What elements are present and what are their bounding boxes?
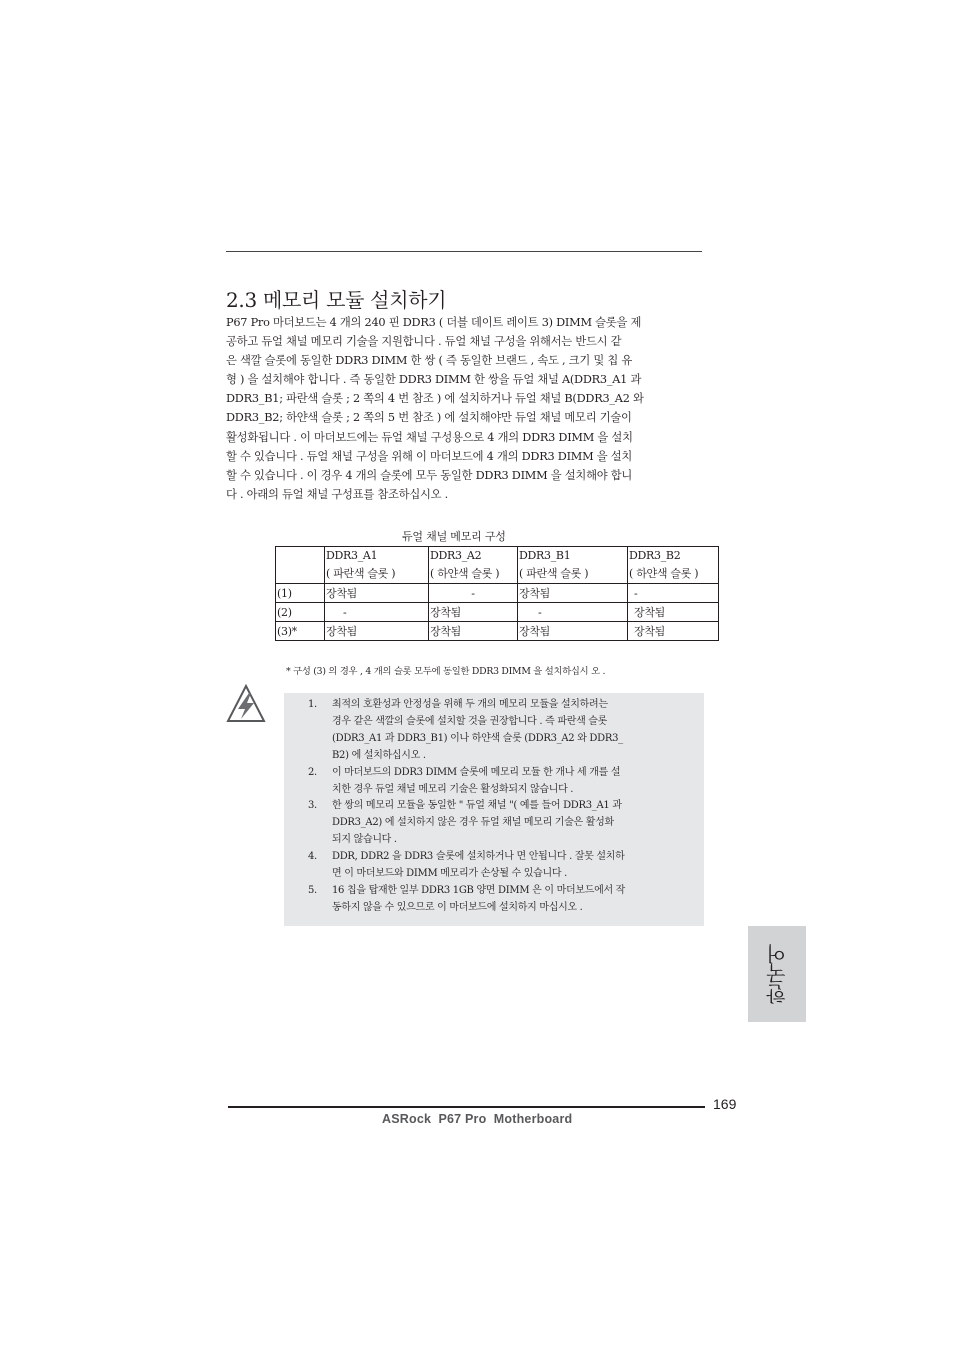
note-line: 치한 경우 듀얼 채널 메모리 기술은 활성화되지 않습니다 . xyxy=(332,783,574,795)
note-number: 1. xyxy=(308,699,317,710)
table-caption: 듀얼 채널 메모리 구성 xyxy=(402,530,506,543)
note-number: 3. xyxy=(308,800,317,812)
list-item xyxy=(304,697,625,765)
table-header-cell: DDR3_B1 ( 파란색 슬롯 ) xyxy=(518,547,628,584)
intro-line: DDR3_B1; 파란색 슬롯 ; 2 쪽의 4 번 참조 ) 에 설치하거나 듀얼 채널 B(DDR3_A2 와 xyxy=(226,392,644,406)
note-number: 4. xyxy=(308,851,317,863)
row-label: (2) xyxy=(276,603,325,622)
footer-title: ASRock P67 Pro Motherboard xyxy=(382,1112,573,1126)
table-cell: 장착됨 xyxy=(628,622,719,641)
table-row xyxy=(276,584,719,603)
top-divider xyxy=(226,251,702,252)
warning-triangle-lightning-icon xyxy=(226,684,266,724)
note-line: DDR3_A2) 에 설치하지 않은 경우 듀얼 채널 메모리 기술은 활성화 xyxy=(332,817,614,829)
note-line: DDR, DDR2 을 DDR3 슬롯에 설치하거나 면 안됩니다 . 잘못 설치하 xyxy=(332,851,625,863)
note-line: 이 마더보드의 DDR3 DIMM 슬롯에 메모리 모듈 한 개나 세 개를 설 xyxy=(332,766,621,778)
table-cell: - xyxy=(429,584,518,603)
table-row xyxy=(276,603,719,622)
note-line: 최적의 호환성과 안정성을 위해 두 개의 메모리 모듈을 설치하려는 xyxy=(332,699,608,710)
table-cell: - xyxy=(518,603,628,622)
notes-list xyxy=(304,697,625,917)
intro-line: 활성화됩니다 . 이 마더보드에는 듀얼 채널 구성용으로 4 개의 DDR3 DIMM 을 설치 xyxy=(226,430,633,444)
table-row xyxy=(276,622,719,641)
intro-line: 할 수 있습니다 . 듀얼 채널 구성을 위해 이 마더보드에 4 개의 DDR3 DIMM 을 설치 xyxy=(226,449,633,463)
note-line: 16 칩을 탑재한 일부 DDR3 1GB 양면 DIMM 은 이 마더보드에서 작 xyxy=(332,884,626,896)
intro-line: DDR3_B2; 하얀색 슬롯 ; 2 쪽의 5 번 참조 ) 에 설치해야만 듀얼 채널 메모리 기술이 xyxy=(226,411,632,425)
list-item xyxy=(304,883,625,917)
table-header-cell: DDR3_A2 ( 하얀색 슬롯 ) xyxy=(429,547,518,584)
intro-line: 공하고 듀얼 채널 메모리 기술을 지원합니다 . 듀얼 채널 구성을 위해서는 반드시 같 xyxy=(226,335,622,349)
intro-paragraph xyxy=(226,313,702,504)
list-item xyxy=(304,798,625,849)
table-cell: 장착됨 xyxy=(325,584,429,603)
table-cell: 장착됨 xyxy=(518,584,628,603)
intro-line: P67 Pro 마더보드는 4 개의 240 핀 DDR3 ( 더블 데이트 레이트 3) DIMM 슬롯을 제 xyxy=(226,316,642,329)
note-line: 한 쌍의 메모리 모듈을 동일한 " 듀얼 채널 "( 예를 들어 DDR3_A1 과 xyxy=(332,800,622,812)
table-cell: 장착됨 xyxy=(429,622,518,641)
bottom-divider xyxy=(228,1106,705,1108)
intro-line: 다 . 아래의 듀얼 채널 구성표를 참조하십시오 . xyxy=(226,487,449,501)
intro-line: 형 ) 을 설치해야 합니다 . 즉 동일한 DDR3 DIMM 한 쌍을 듀얼 채널 A(DDR3_A1 과 xyxy=(226,373,642,387)
list-item xyxy=(304,849,625,883)
dual-channel-config-table xyxy=(275,546,719,641)
table-header-row xyxy=(276,547,719,584)
note-line: B2) 에 설치하십시오 . xyxy=(332,749,426,761)
table-header-cell: DDR3_B2 ( 하얀색 슬롯 ) xyxy=(628,547,719,584)
note-line: 동하지 않을 수 있으므로 이 마더보드에 설치하지 마십시오 . xyxy=(332,901,583,913)
note-line: 경우 같은 색깔의 슬롯에 설치할 것을 권장합니다 . 즉 파란색 슬롯 xyxy=(332,715,608,727)
note-line: (DDR3_A1 과 DDR3_B1) 이나 하얀색 슬롯 (DDR3_A2 와 DDR3_ xyxy=(332,732,623,744)
page-number: 169 xyxy=(713,1096,737,1112)
row-label: (1) xyxy=(276,584,325,603)
table-cell: 장착됨 xyxy=(628,603,719,622)
table-header-cell: DDR3_A1 ( 파란색 슬롯 ) xyxy=(325,547,429,584)
note-line: 되지 않습니다 . xyxy=(332,834,397,846)
language-tab-label: 한국어 xyxy=(765,944,790,1004)
notes-box xyxy=(284,693,704,926)
intro-line: 은 색깔 슬롯에 동일한 DDR3 DIMM 한 쌍 ( 즉 동일한 브랜드 , 속도 , 크기 및 칩 유 xyxy=(226,354,633,368)
note-line: 면 이 마더보드와 DIMM 메모리가 손상될 수 있습니다 . xyxy=(332,868,567,880)
table-cell: - xyxy=(325,603,429,622)
list-item xyxy=(304,765,625,799)
table-cell: 장착됨 xyxy=(429,603,518,622)
table-footnote: * 구성 (3) 의 경우 , 4 개의 슬롯 모두에 동일한 DDR3 DIMM 을 설치하십시 오 . xyxy=(286,666,606,677)
section-title: 2.3 메모리 모듈 설치하기 xyxy=(226,288,447,312)
language-tab xyxy=(748,926,806,1022)
row-label: (3)* xyxy=(276,622,325,641)
table-cell: 장착됨 xyxy=(325,622,429,641)
intro-line: 할 수 있습니다 . 이 경우 4 개의 슬롯에 모두 동일한 DDR3 DIMM 을 설치해야 합니 xyxy=(226,468,633,482)
table-corner-cell xyxy=(276,547,325,584)
note-number: 2. xyxy=(308,766,317,778)
note-number: 5. xyxy=(308,884,317,896)
table-cell: - xyxy=(628,584,719,603)
table-cell: 장착됨 xyxy=(518,622,628,641)
